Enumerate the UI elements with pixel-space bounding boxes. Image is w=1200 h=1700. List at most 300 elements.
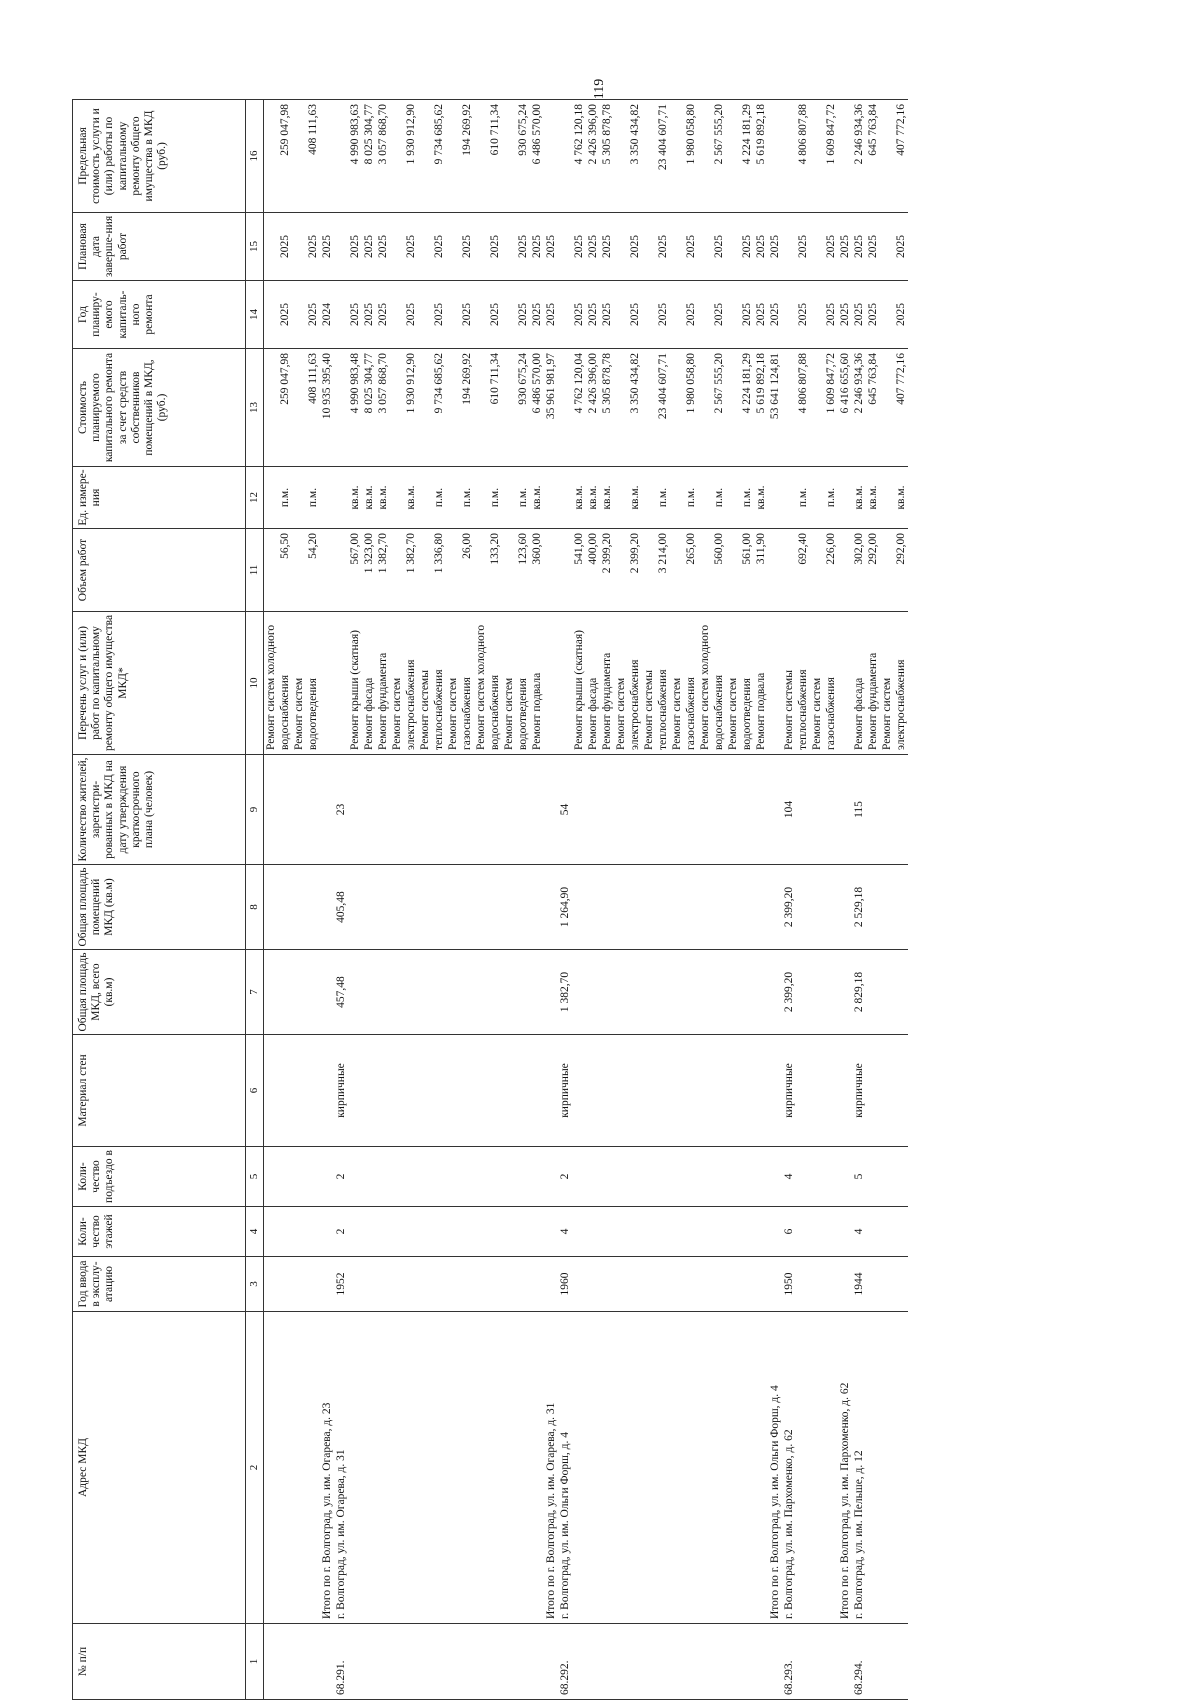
premises-area-cell (740, 865, 754, 950)
total-area-cell (348, 950, 362, 1035)
floors-cell (544, 1207, 558, 1257)
year-built-cell (572, 1257, 586, 1312)
entrances-cell (642, 1147, 656, 1207)
address-cell (488, 1312, 502, 1624)
table-row (796, 100, 810, 1700)
table-row (264, 100, 279, 1700)
row-number-cell (292, 1624, 306, 1700)
wall-material-cell (460, 1035, 474, 1147)
completion-year-cell: 2025 (600, 213, 614, 281)
address-cell (754, 1312, 768, 1624)
address-cell (614, 1312, 628, 1624)
volume-cell (474, 529, 488, 612)
entrances-cell: 5 (852, 1147, 866, 1207)
completion-year-cell (418, 213, 432, 281)
unit-cell: кв.м. (362, 467, 376, 529)
max-cost-cell (334, 100, 348, 213)
row-number-cell (306, 1624, 320, 1700)
repair-year-cell (726, 281, 740, 349)
completion-year-cell: 2025 (348, 213, 362, 281)
repair-year-cell: 2025 (684, 281, 698, 349)
repair-year-cell (418, 281, 432, 349)
residents-cell (488, 755, 502, 865)
address-cell (810, 1312, 824, 1624)
wall-material-cell: кирпичные (782, 1035, 796, 1147)
premises-area-cell (502, 865, 516, 950)
work-type-cell: водоснабжения (712, 612, 726, 755)
work-type-cell: Ремонт фасада (852, 612, 866, 755)
entrances-cell: 2 (558, 1147, 572, 1207)
cost-cell: 3 057 868,70 (376, 349, 390, 467)
total-area-cell (810, 950, 824, 1035)
row-number-cell (264, 1624, 279, 1700)
premises-area-cell (446, 865, 460, 950)
volume-cell: 26,00 (460, 529, 474, 612)
max-cost-cell (474, 100, 488, 213)
floors-cell (474, 1207, 488, 1257)
residents-cell (446, 755, 460, 865)
total-area-cell (432, 950, 446, 1035)
cost-cell (418, 349, 432, 467)
address-cell (670, 1312, 684, 1624)
max-cost-cell: 1 609 847,72 (824, 100, 838, 213)
premises-area-cell (544, 865, 558, 950)
volume-cell (838, 529, 852, 612)
completion-year-cell: 2025 (320, 213, 334, 281)
table-row (614, 100, 628, 1700)
work-type-cell: водоснабжения (488, 612, 502, 755)
residents-cell (740, 755, 754, 865)
volume-cell (334, 529, 348, 612)
premises-area-cell (320, 865, 334, 950)
repair-year-cell: 2025 (306, 281, 320, 349)
year-built-cell (600, 1257, 614, 1312)
repair-year-cell: 2025 (432, 281, 446, 349)
unit-cell: п.м. (516, 467, 530, 529)
premises-area-cell (614, 865, 628, 950)
completion-year-cell: 2025 (586, 213, 600, 281)
volume-cell: 54,20 (306, 529, 320, 612)
unit-cell: кв.м. (600, 467, 614, 529)
entrances-cell (894, 1147, 908, 1207)
work-type-cell: электроснабжения (628, 612, 642, 755)
header-cell: Коли-чество подъездо в (73, 1147, 246, 1207)
work-type-cell (768, 612, 782, 755)
work-type-cell: Ремонт систем (292, 612, 306, 755)
residents-cell (320, 755, 334, 865)
volume-cell (880, 529, 894, 612)
cost-cell (880, 349, 894, 467)
header-cell: № п/п (73, 1624, 246, 1700)
year-built-cell (866, 1257, 880, 1312)
table-row (558, 100, 572, 1700)
row-number-cell (796, 1624, 810, 1700)
premises-area-cell (600, 865, 614, 950)
repair-year-cell (334, 281, 348, 349)
max-cost-cell: 4 224 181,29 (740, 100, 754, 213)
entrances-cell (726, 1147, 740, 1207)
entrances-cell (684, 1147, 698, 1207)
floors-cell (278, 1207, 292, 1257)
floors-cell (894, 1207, 908, 1257)
work-type-cell: Ремонт систем (614, 612, 628, 755)
unit-cell: п.м. (740, 467, 754, 529)
repair-year-cell: 2025 (544, 281, 558, 349)
table-row (418, 100, 432, 1700)
completion-year-cell: 2025 (628, 213, 642, 281)
floors-cell (726, 1207, 740, 1257)
volume-cell: 560,00 (712, 529, 726, 612)
wall-material-cell: кирпичные (334, 1035, 348, 1147)
row-number-cell (544, 1624, 558, 1700)
volume-cell (418, 529, 432, 612)
wall-material-cell (740, 1035, 754, 1147)
repair-year-cell (390, 281, 404, 349)
address-cell (642, 1312, 656, 1624)
floors-cell (698, 1207, 712, 1257)
max-cost-cell: 645 763,84 (866, 100, 880, 213)
premises-area-cell: 2 399,20 (782, 865, 796, 950)
completion-year-cell (334, 213, 348, 281)
repair-year-cell (558, 281, 572, 349)
year-built-cell (544, 1257, 558, 1312)
table-row (754, 100, 768, 1700)
table-row (544, 100, 558, 1700)
entrances-cell (880, 1147, 894, 1207)
year-built-cell (586, 1257, 600, 1312)
total-area-cell (880, 950, 894, 1035)
row-number-cell (446, 1624, 460, 1700)
work-type-cell: Ремонт крыши (скатная) (348, 612, 362, 755)
row-number-cell (432, 1624, 446, 1700)
total-area-cell (838, 950, 852, 1035)
unit-cell (502, 467, 516, 529)
repair-year-cell: 2025 (796, 281, 810, 349)
floors-cell (642, 1207, 656, 1257)
cost-cell: 4 806 807,88 (796, 349, 810, 467)
completion-year-cell (446, 213, 460, 281)
max-cost-cell (782, 100, 796, 213)
year-built-cell (838, 1257, 852, 1312)
table-row (586, 100, 600, 1700)
cost-cell: 53 641 124,81 (768, 349, 782, 467)
row-number-cell: 68.292. (558, 1624, 572, 1700)
address-cell: г. Волгоград, ул. им. Пархоменко, д. 62 (782, 1312, 796, 1624)
unit-cell (390, 467, 404, 529)
unit-cell (320, 467, 334, 529)
address-cell (726, 1312, 740, 1624)
premises-area-cell (880, 865, 894, 950)
unit-cell: п.м. (712, 467, 726, 529)
residents-cell (656, 755, 670, 865)
work-type-cell (838, 612, 852, 755)
premises-area-cell (278, 865, 292, 950)
completion-year-cell: 2025 (684, 213, 698, 281)
unit-cell: п.м. (278, 467, 292, 529)
cost-cell: 930 675,24 (516, 349, 530, 467)
total-area-cell (264, 950, 279, 1035)
cost-cell: 4 224 181,29 (740, 349, 754, 467)
cost-cell: 1 930 912,90 (404, 349, 418, 467)
column-number: 8 (246, 865, 264, 950)
completion-year-cell: 2025 (530, 213, 544, 281)
floors-cell (866, 1207, 880, 1257)
entrances-cell (488, 1147, 502, 1207)
cost-cell: 5 619 892,18 (754, 349, 768, 467)
table-row (306, 100, 320, 1700)
year-built-cell (474, 1257, 488, 1312)
floors-cell (880, 1207, 894, 1257)
entrances-cell (740, 1147, 754, 1207)
completion-year-cell: 2025 (656, 213, 670, 281)
row-number-cell (824, 1624, 838, 1700)
floors-cell (404, 1207, 418, 1257)
volume-cell (446, 529, 460, 612)
column-number: 13 (246, 349, 264, 467)
entrances-cell (306, 1147, 320, 1207)
wall-material-cell: кирпичные (558, 1035, 572, 1147)
table-row (768, 100, 782, 1700)
floors-cell (292, 1207, 306, 1257)
work-type-cell: электроснабжения (404, 612, 418, 755)
entrances-cell (516, 1147, 530, 1207)
year-built-cell (698, 1257, 712, 1312)
premises-area-cell: 405,48 (334, 865, 348, 950)
volume-cell: 265,00 (684, 529, 698, 612)
volume-cell: 1 382,70 (404, 529, 418, 612)
row-number-cell (474, 1624, 488, 1700)
year-built-cell (712, 1257, 726, 1312)
row-number-cell (586, 1624, 600, 1700)
completion-year-cell (642, 213, 656, 281)
premises-area-cell (656, 865, 670, 950)
floors-cell (628, 1207, 642, 1257)
repair-year-cell (670, 281, 684, 349)
completion-year-cell (726, 213, 740, 281)
entrances-cell (404, 1147, 418, 1207)
header-cell: Ед. измере-ния (73, 467, 246, 529)
premises-area-cell (894, 865, 908, 950)
header-cell: Год планиру-емого капиталь-ного ремонта (73, 281, 246, 349)
column-number: 5 (246, 1147, 264, 1207)
floors-cell (432, 1207, 446, 1257)
table-row (656, 100, 670, 1700)
work-type-cell: теплоснабжения (656, 612, 670, 755)
entrances-cell (866, 1147, 880, 1207)
premises-area-cell (376, 865, 390, 950)
total-area-cell (572, 950, 586, 1035)
row-number-cell (810, 1624, 824, 1700)
address-cell (446, 1312, 460, 1624)
entrances-cell (474, 1147, 488, 1207)
volume-cell: 360,00 (530, 529, 544, 612)
row-number-cell (656, 1624, 670, 1700)
rotated-table-sheet (72, 100, 1152, 1700)
repair-year-cell: 2025 (866, 281, 880, 349)
floors-cell (572, 1207, 586, 1257)
max-cost-cell (264, 100, 279, 213)
work-type-cell: теплоснабжения (796, 612, 810, 755)
unit-cell (782, 467, 796, 529)
entrances-cell (600, 1147, 614, 1207)
address-cell (656, 1312, 670, 1624)
header-cell: Год ввода в эксплу-атацию (73, 1257, 246, 1312)
address-cell (362, 1312, 376, 1624)
page-number: 119 (592, 78, 607, 100)
column-number-row (246, 100, 264, 1700)
year-built-cell (754, 1257, 768, 1312)
volume-cell (502, 529, 516, 612)
total-area-cell (306, 950, 320, 1035)
work-type-cell: теплоснабжения (432, 612, 446, 755)
repair-year-cell (502, 281, 516, 349)
unit-cell (642, 467, 656, 529)
repair-year-cell (264, 281, 279, 349)
total-area-cell (530, 950, 544, 1035)
max-cost-cell (502, 100, 516, 213)
wall-material-cell (866, 1035, 880, 1147)
cost-cell: 4 990 983,48 (348, 349, 362, 467)
total-area-cell (642, 950, 656, 1035)
table-row (474, 100, 488, 1700)
wall-material-cell (838, 1035, 852, 1147)
residents-cell: 115 (852, 755, 866, 865)
repair-year-cell: 2025 (516, 281, 530, 349)
max-cost-cell (558, 100, 572, 213)
entrances-cell (460, 1147, 474, 1207)
premises-area-cell (348, 865, 362, 950)
wall-material-cell (432, 1035, 446, 1147)
address-cell (894, 1312, 908, 1624)
wall-material-cell (544, 1035, 558, 1147)
row-number-cell (572, 1624, 586, 1700)
total-area-cell (894, 950, 908, 1035)
row-number-cell (628, 1624, 642, 1700)
year-built-cell (670, 1257, 684, 1312)
unit-cell: кв.м. (894, 467, 908, 529)
total-area-cell (740, 950, 754, 1035)
max-cost-cell: 5 305 878,78 (600, 100, 614, 213)
max-cost-cell: 1 930 912,90 (404, 100, 418, 213)
unit-cell: кв.м. (572, 467, 586, 529)
year-built-cell (502, 1257, 516, 1312)
residents-cell (586, 755, 600, 865)
row-number-cell (418, 1624, 432, 1700)
max-cost-cell: 407 772,16 (894, 100, 908, 213)
entrances-cell (628, 1147, 642, 1207)
year-built-cell (810, 1257, 824, 1312)
unit-cell: п.м. (432, 467, 446, 529)
address-cell (432, 1312, 446, 1624)
completion-year-cell: 2025 (572, 213, 586, 281)
floors-cell (306, 1207, 320, 1257)
unit-cell: кв.м. (866, 467, 880, 529)
residents-cell (264, 755, 279, 865)
address-cell (600, 1312, 614, 1624)
premises-area-cell (306, 865, 320, 950)
cost-cell: 8 025 304,77 (362, 349, 376, 467)
max-cost-cell (614, 100, 628, 213)
total-area-cell (628, 950, 642, 1035)
row-number-cell: 68.294. (852, 1624, 866, 1700)
repair-year-cell: 2025 (460, 281, 474, 349)
wall-material-cell (712, 1035, 726, 1147)
repair-year-cell: 2025 (488, 281, 502, 349)
unit-cell (670, 467, 684, 529)
header-cell: Стоимость планируемого капитального ремонта за счет средств собственников помещений в МКД, (руб.) (73, 349, 246, 467)
cost-cell (642, 349, 656, 467)
premises-area-cell (264, 865, 279, 950)
total-area-cell (446, 950, 460, 1035)
completion-year-cell (880, 213, 894, 281)
wall-material-cell (320, 1035, 334, 1147)
wall-material-cell (264, 1035, 279, 1147)
row-number-cell (754, 1624, 768, 1700)
repair-year-cell: 2025 (628, 281, 642, 349)
address-cell (306, 1312, 320, 1624)
completion-year-cell (390, 213, 404, 281)
address-cell (278, 1312, 292, 1624)
residents-cell (530, 755, 544, 865)
address-cell (516, 1312, 530, 1624)
work-type-cell: Ремонт систем холодного (698, 612, 712, 755)
premises-area-cell (572, 865, 586, 950)
completion-year-cell: 2025 (488, 213, 502, 281)
entrances-cell (446, 1147, 460, 1207)
premises-area-cell (474, 865, 488, 950)
address-cell (502, 1312, 516, 1624)
residents-cell (614, 755, 628, 865)
cost-cell (810, 349, 824, 467)
volume-cell (642, 529, 656, 612)
premises-area-cell (768, 865, 782, 950)
entrances-cell (530, 1147, 544, 1207)
wall-material-cell (810, 1035, 824, 1147)
residents-cell (754, 755, 768, 865)
floors-cell (348, 1207, 362, 1257)
work-type-cell: газоснабжения (684, 612, 698, 755)
entrances-cell (656, 1147, 670, 1207)
unit-cell (446, 467, 460, 529)
total-area-cell (320, 950, 334, 1035)
repair-year-cell (446, 281, 460, 349)
entrances-cell (768, 1147, 782, 1207)
address-cell (824, 1312, 838, 1624)
row-number-cell (488, 1624, 502, 1700)
work-type-cell: Ремонт фундамента (376, 612, 390, 755)
max-cost-cell: 3 057 868,70 (376, 100, 390, 213)
max-cost-cell: 5 619 892,18 (754, 100, 768, 213)
work-type-cell: Ремонт систем (810, 612, 824, 755)
premises-area-cell (712, 865, 726, 950)
repair-year-cell: 2025 (362, 281, 376, 349)
address-cell (796, 1312, 810, 1624)
floors-cell (656, 1207, 670, 1257)
year-built-cell (880, 1257, 894, 1312)
year-built-cell (488, 1257, 502, 1312)
repair-year-cell: 2025 (572, 281, 586, 349)
entrances-cell: 2 (334, 1147, 348, 1207)
residents-cell (670, 755, 684, 865)
total-area-cell (586, 950, 600, 1035)
repair-year-cell (292, 281, 306, 349)
work-type-cell: Ремонт систем (502, 612, 516, 755)
residents-cell: 54 (558, 755, 572, 865)
row-number-cell (894, 1624, 908, 1700)
premises-area-cell (432, 865, 446, 950)
residents-cell (796, 755, 810, 865)
cost-cell: 2 246 934,36 (852, 349, 866, 467)
